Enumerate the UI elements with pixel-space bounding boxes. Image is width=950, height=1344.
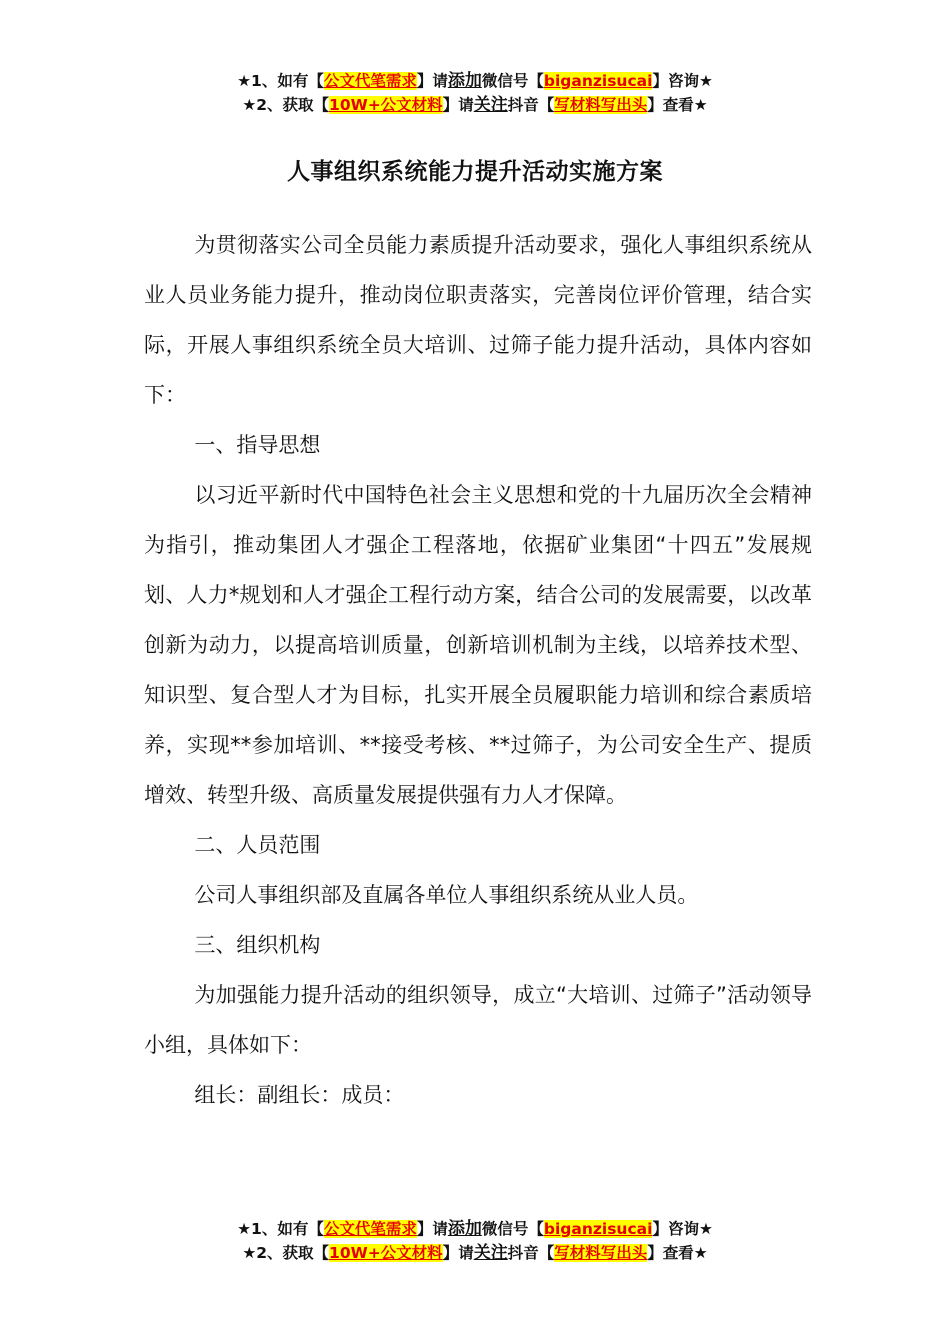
document-title: 人事组织系统能力提升活动实施方案 [287,159,663,185]
body-paragraph: 为加强能力提升活动的组织领导，成立“大培训、过筛子”活动领导小组，具体如下： [144,983,812,1057]
banner-highlight: 写材料写出头 [554,96,648,114]
banner-emphasis: 关注 [473,95,508,115]
intro-paragraph: 为贯彻落实公司全员能力素质提升活动要求，强化人事组织系统从业人员业务能力提升，推动岗位职责落实，完善岗位评价管理，结合实际，开展人事组织系统全员大培训、过筛子能力提升活动，具体内容如下： [144,233,812,407]
banner-text: 微信号【 [481,1220,544,1238]
header-banner [0,69,950,117]
banner-highlight: 公文代笔需求 [323,72,417,90]
section-heading: 三、组织机构 [194,933,321,957]
banner-text: 抖音【 [507,96,555,114]
banner-text: 】查看★ [647,1244,708,1262]
banner-text: 】咨询★ [652,1220,713,1238]
banner-text: ★2、获取【 [242,96,330,114]
banner-line-2 [0,93,950,117]
body-paragraph: 公司人事组织部及直属各单位人事组织系统从业人员。 [194,883,699,907]
banner-line-1 [0,1217,950,1241]
banner-highlight: 10W+公文材料 [329,1244,443,1262]
section-heading: 二、人员范围 [194,833,321,857]
banner-text: 】请 [416,72,448,90]
banner-text: 】请 [416,1220,448,1238]
banner-text: 】请 [442,1244,474,1262]
banner-emphasis: 添加 [447,1219,482,1239]
body-paragraph: 组长：副组长：成员： [194,1083,405,1107]
banner-text: 抖音【 [507,1244,555,1262]
document-body [144,220,812,1120]
body-paragraph: 以习近平新时代中国特色社会主义思想和党的十九届历次全会精神为指引，推动集团人才强企工程落地，依据矿业集团“十四五”发展规划、人力*规划和人才强企工程行动方案，结合公司的发展需要，以改革创新为动力，以提高培训质量，创新培训机制为主线，以培养技术型、知识型、复合型人才为目标，扎实开展全员履职能力培训和综合素质培养，实现**参加培训、**接受考核、**过筛子，为公司安全生产、提质增效、转型升级、高质量发展提供强有力人才保障。 [144,483,812,807]
banner-highlight: 写材料写出头 [554,1244,648,1262]
banner-line-1 [0,69,950,93]
banner-highlight: biganzisucai [543,72,653,90]
banner-emphasis: 关注 [473,1243,508,1263]
banner-line-2 [0,1241,950,1265]
banner-emphasis: 添加 [447,71,482,91]
banner-highlight: 10W+公文材料 [329,96,443,114]
banner-text: ★1、如有【 [237,1220,324,1238]
banner-text: ★2、获取【 [242,1244,330,1262]
banner-text: 】咨询★ [652,72,713,90]
banner-highlight: 公文代笔需求 [323,1220,417,1238]
banner-text: ★1、如有【 [237,72,324,90]
footer-banner [0,1217,950,1265]
banner-text: 】请 [442,96,474,114]
banner-highlight: biganzisucai [543,1220,653,1238]
banner-text: 微信号【 [481,72,544,90]
section-heading: 一、指导思想 [194,433,321,457]
banner-text: 】查看★ [647,96,708,114]
